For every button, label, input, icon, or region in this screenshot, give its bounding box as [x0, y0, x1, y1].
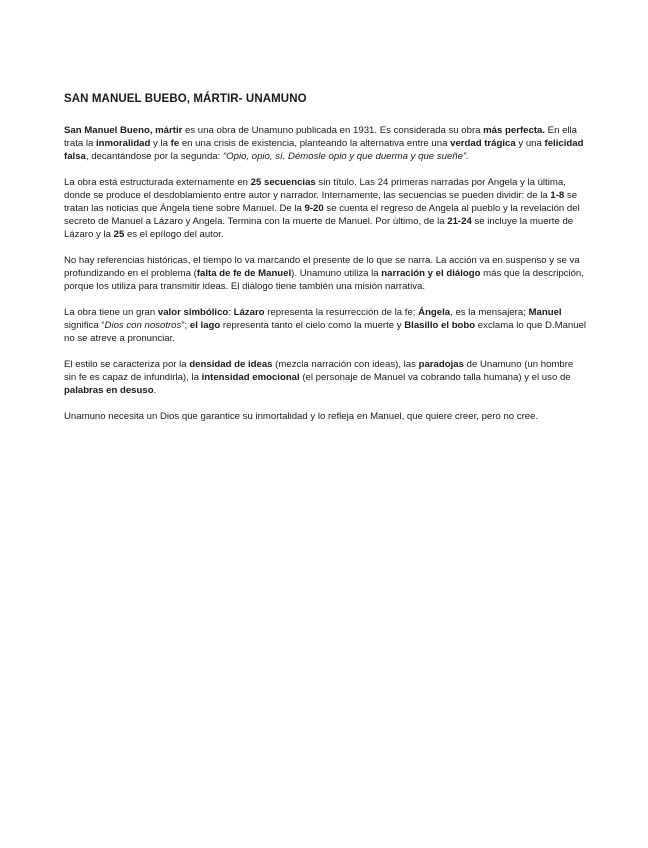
text-run: , es la mensajera; [450, 307, 529, 318]
bold-run: paradojas [418, 359, 464, 370]
text-run: (mezcla narración con ideas), las [272, 359, 419, 370]
text-run: Unamuno necesita un Dios que garantice su inmortalidad y lo refleja en Manuel, que quiere creer, pero no cree. [64, 411, 539, 422]
paragraph [64, 306, 588, 345]
bold-run: palabras en desuso [64, 385, 154, 396]
text-run: es una obra de Unamuno publicada en 1931. Es considerada su obra [182, 125, 484, 136]
text-run: exclama lo que D.Manuel no se atreve a pronunciar. [64, 320, 587, 344]
bold-run: el lago [189, 320, 221, 331]
paragraph [64, 410, 588, 423]
paragraph [64, 358, 588, 397]
text-run: : [228, 307, 234, 318]
bold-run: 1-8 [550, 190, 565, 201]
bold-run: valor simbólico [157, 307, 229, 318]
bold-run: más perfecta. [483, 125, 546, 136]
document-body [64, 124, 588, 423]
text-run: El estilo se caracteriza por la [64, 359, 190, 370]
bold-run: 25 [113, 229, 125, 240]
text-run: La obra tiene un gran [64, 307, 158, 318]
bold-run: Ángela [418, 307, 451, 318]
text-run: significa “ [64, 320, 105, 331]
bold-run: fe [170, 138, 180, 149]
text-run: No hay referencias históricas, el tiempo lo va marcando el presente de lo que se narra. La acción va en suspenso y se va profundizando en el problema ( [64, 255, 580, 279]
bold-run: Manuel [528, 307, 562, 318]
bold-run: verdad trágica [450, 138, 516, 149]
bold-run: 21-24 [447, 216, 472, 227]
text-run: más que la descripción, porque los utiliza para transmitir ideas. El diálogo tiene también una misión narrativa. [64, 268, 584, 292]
text-run: (el personaje de Manuel va cobrando talla humana) y el uso de [299, 372, 571, 383]
text-run: representa la resurrección de la fe; [264, 307, 419, 318]
italic-run: “Opio, opio, sí. Démosle opio y que duerma y que sueñe”. [222, 151, 469, 162]
paragraph [64, 124, 588, 163]
text-run: de Unamuno (un hombre sin fe es capaz de infundirla), la [64, 359, 574, 383]
paragraph [64, 176, 588, 241]
text-run: se tratan las noticias que Ángela tiene sobre Manuel. De la [64, 190, 578, 214]
paragraph [64, 254, 588, 293]
bold-run: densidad de ideas [189, 359, 273, 370]
text-run: ). Unamuno utiliza la [291, 268, 382, 279]
bold-run: San Manuel Bueno, mártir [64, 125, 183, 136]
bold-run: 9-20 [304, 203, 324, 214]
text-run: es el epílogo del autor. [124, 229, 224, 240]
text-run: y la [150, 138, 171, 149]
text-run: , decantándose por la segunda: [85, 151, 223, 162]
text-run: representa tanto el cielo como la muerte y [220, 320, 405, 331]
bold-run: Lázaro [233, 307, 265, 318]
bold-run: 25 secuencias [250, 177, 316, 188]
text-run: ”; [181, 320, 190, 331]
text-run: y una [515, 138, 545, 149]
bold-run: felicidad falsa [64, 138, 584, 162]
bold-run: intensidad emocional [201, 372, 300, 383]
italic-run: Dios con nosotros [104, 320, 182, 331]
bold-run: narración y el diálogo [381, 268, 481, 279]
bold-run: inmoralidad [96, 138, 151, 149]
bold-run: falta de fe de Manuel [196, 268, 292, 279]
text-run: La obra está estructurada externamente en [64, 177, 251, 188]
document-title: SAN MANUEL BUEBO, MÁRTIR- UNAMUNO [64, 93, 307, 105]
text-run: sin título. Las 24 primeras narradas por Angela y la última, donde se produce el desdoblamiento entre autor y narrador. Internamente, las secuencias se pueden dividir: de la [64, 177, 566, 201]
text-run: En ella trata la [64, 125, 578, 149]
bold-run: Blasillo el bobo [404, 320, 476, 331]
text-run: se incluye la muerte de Lázaro y la [64, 216, 574, 240]
text-run: . [153, 385, 157, 396]
text-run: en una crisis de existencia, planteando la alternativa entre una [179, 138, 451, 149]
document-page [64, 93, 588, 436]
text-run: se cuenta el regreso de Angela al pueblo y la revelación del secreto de Manuel a Lázaro y Angela. Termina con la muerte de Manuel. Por último, de la [64, 203, 580, 227]
